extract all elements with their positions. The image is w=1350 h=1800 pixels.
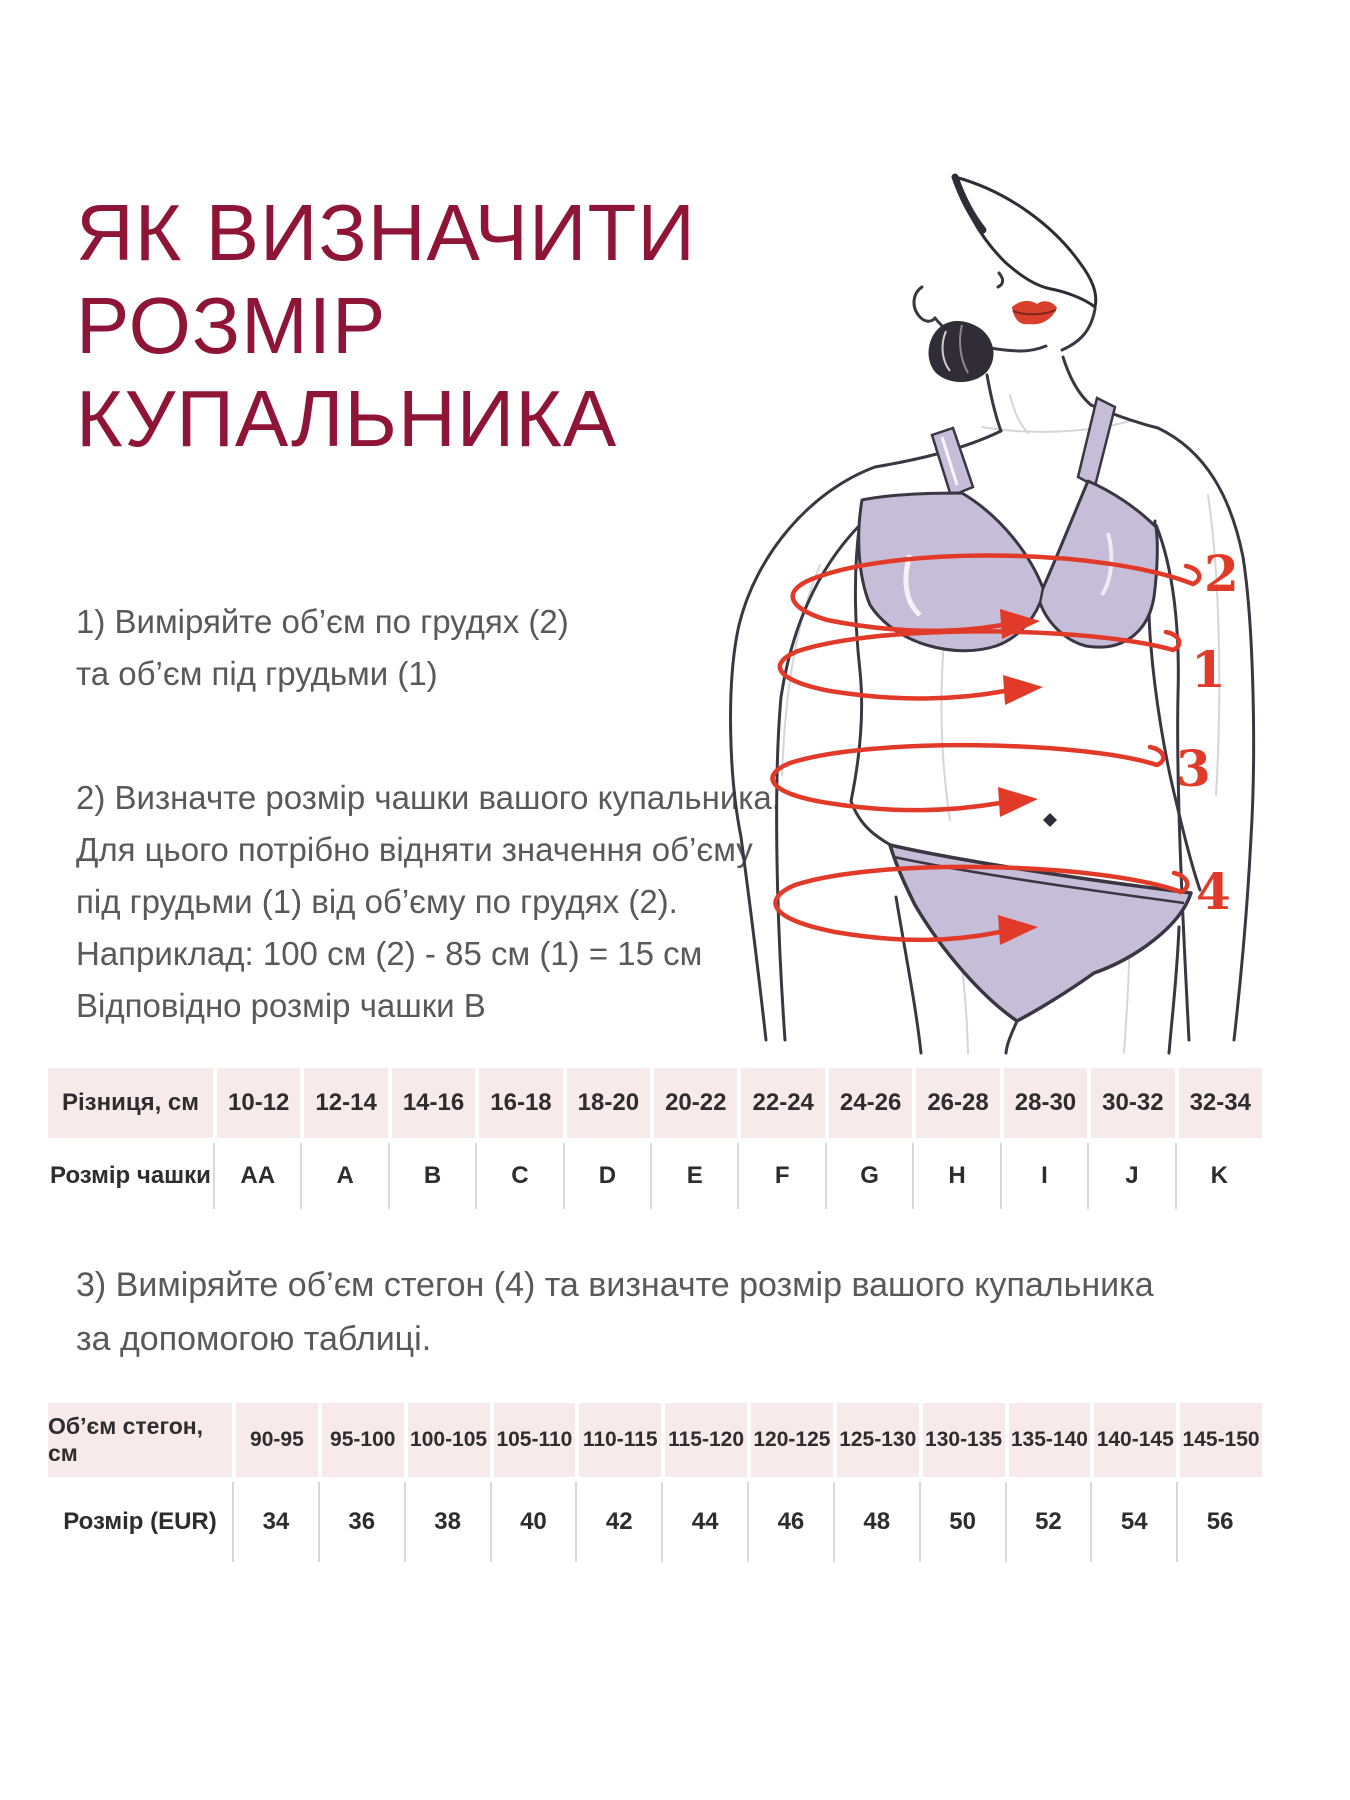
step3-line-2: за допомогою таблиці. (76, 1320, 432, 1358)
table-cell: 26-28 (912, 1068, 999, 1138)
inner-leg (1006, 1021, 1017, 1053)
table-cell: AA (213, 1143, 300, 1209)
arrow-hips (998, 915, 1038, 945)
step1-line-2: та об’єм під грудьми (1) (76, 655, 438, 692)
table-cell: G (825, 1143, 912, 1209)
bra-strap-right (1078, 398, 1115, 486)
measure-line-underbust (780, 631, 1179, 698)
woman-measurement-illustration (710, 135, 1270, 1055)
table-cell: D (563, 1143, 650, 1209)
step2-line-1: 2) Визначте розмір чашки вашого купальника. (76, 779, 781, 816)
title-line-2: РОЗМІР (76, 281, 387, 370)
table-cell: C (475, 1143, 562, 1209)
table-cell: 110-115 (575, 1403, 661, 1477)
table-cell: A (300, 1143, 387, 1209)
step3-text (76, 1258, 1154, 1366)
table-cell: I (1000, 1143, 1087, 1209)
table-cell: 32-34 (1175, 1068, 1262, 1138)
step2-text (76, 772, 781, 928)
table-cell: 18-20 (563, 1068, 650, 1138)
measure-label-underbust: 1 (1191, 640, 1226, 699)
cup-table-header-row (48, 1068, 1262, 1138)
step2-line-3: під грудьми (1) від об’єму по грудях (2). (76, 883, 678, 920)
face (914, 273, 1095, 351)
measure-label-hips: 4 (1196, 862, 1231, 921)
skin-shading (782, 395, 1219, 1053)
hair-bun (929, 321, 994, 382)
measurement-arrows (998, 609, 1043, 945)
table-cell: 36 (318, 1482, 404, 1562)
table-cell: 140-145 (1090, 1403, 1176, 1477)
table-cell: 95-100 (318, 1403, 404, 1477)
table-cell: 42 (575, 1482, 661, 1562)
table-cell: E (650, 1143, 737, 1209)
bra-strap-left (932, 428, 973, 496)
table-cell: 10-12 (213, 1068, 300, 1138)
measurement-lines (772, 556, 1199, 940)
row-label-eur-size: Розмір (EUR) (48, 1482, 232, 1562)
measure-line-hips (775, 867, 1187, 940)
example-text (76, 928, 702, 1032)
measure-label-waist: 3 (1176, 739, 1211, 798)
table-cell: J (1087, 1143, 1174, 1209)
thigh-left (896, 897, 921, 1053)
table-cell: 145-150 (1176, 1403, 1262, 1477)
hair-tip-accent (955, 177, 983, 230)
table-cell: 16-18 (475, 1068, 562, 1138)
arm-left-inner (777, 527, 858, 1040)
torso-left (851, 521, 894, 847)
table-cell: 105-110 (490, 1403, 576, 1477)
title-line-3: КУПАЛЬНИКА (76, 374, 618, 463)
title-line-1: ЯК ВИЗНАЧИТИ (76, 188, 696, 277)
lips (1012, 301, 1057, 325)
nose (998, 273, 1003, 287)
arm-right-inner (1156, 525, 1189, 1040)
table-cell: K (1175, 1143, 1262, 1209)
measurement-labels (1176, 544, 1239, 921)
arrow-waist (998, 787, 1038, 817)
table-cell: 90-95 (232, 1403, 318, 1477)
eur-size-table (48, 1403, 1262, 1562)
thigh-right (1169, 927, 1179, 1053)
table-cell: 125-130 (833, 1403, 919, 1477)
table-cell: 22-24 (737, 1068, 824, 1138)
table-cell: 100-105 (404, 1403, 490, 1477)
step3-line-1: 3) Виміряйте об’єм стегон (4) та визначте розмір вашого купальника (76, 1266, 1154, 1304)
torso-right (1149, 521, 1200, 890)
table-cell: 38 (404, 1482, 490, 1562)
figure-illustration (710, 135, 1270, 1055)
cup-table-data-row (48, 1143, 1262, 1209)
table-cell: H (912, 1143, 999, 1209)
shoulder-right (1091, 405, 1158, 428)
arm-right-outer (1158, 428, 1254, 1040)
table-cell: 52 (1005, 1482, 1091, 1562)
table-cell: B (388, 1143, 475, 1209)
table-cell: 12-14 (300, 1068, 387, 1138)
table-cell: 44 (661, 1482, 747, 1562)
face-right-edge (1062, 309, 1095, 350)
step1-text (76, 596, 569, 700)
bikini-bottom (890, 845, 1191, 1021)
table-cell: 50 (919, 1482, 1005, 1562)
bra-gore (1040, 588, 1043, 603)
navel (1043, 813, 1057, 827)
hair (929, 177, 1096, 382)
eur-table-data-row (48, 1482, 1262, 1562)
neck-left (987, 375, 1001, 431)
bikini-waistband (894, 857, 1184, 903)
page-title (76, 186, 696, 465)
table-cell: 46 (747, 1482, 833, 1562)
example-line-2: Відповідно розмір чашки B (76, 987, 486, 1024)
table-cell: 30-32 (1087, 1068, 1174, 1138)
example-line-1: Наприклад: 100 см (2) - 85 см (1) = 15 см (76, 935, 703, 972)
table-cell: 54 (1090, 1482, 1176, 1562)
table-cell: 40 (490, 1482, 576, 1562)
body-outline (731, 357, 1254, 1053)
table-cell: 34 (232, 1482, 318, 1562)
step1-line-1: 1) Виміряйте об’єм по грудях (2) (76, 603, 569, 640)
ear (914, 287, 935, 321)
step2-line-2: Для цього потрібно відняти значення об’єму (76, 831, 753, 868)
table-cell: 20-22 (650, 1068, 737, 1138)
neck-right (1063, 357, 1091, 405)
eur-table-header-row (48, 1403, 1262, 1477)
table-cell: 120-125 (747, 1403, 833, 1477)
table-cell: 135-140 (1005, 1403, 1091, 1477)
arrow-underbust (1003, 675, 1043, 705)
swimsuit (859, 398, 1191, 1021)
hair-swoosh (955, 177, 1096, 307)
table-cell: 48 (833, 1482, 919, 1562)
bra (859, 481, 1158, 651)
arrow-bust (1000, 609, 1040, 639)
cup-size-table (48, 1068, 1262, 1209)
table-cell: 115-120 (661, 1403, 747, 1477)
row-label-difference: Різниця, см (48, 1068, 213, 1138)
arm-left-outer (731, 467, 875, 1040)
table-cell: 14-16 (388, 1068, 475, 1138)
jaw-line (935, 318, 1046, 351)
measure-line-bust (793, 556, 1200, 631)
table-cell: 130-135 (919, 1403, 1005, 1477)
shoulder-left (875, 431, 1001, 467)
row-label-hip-volume: Об’єм стегон, см (48, 1403, 232, 1477)
table-cell: 28-30 (1000, 1068, 1087, 1138)
row-label-cup-size: Розмір чашки (48, 1143, 213, 1209)
table-cell: 56 (1176, 1482, 1262, 1562)
measure-line-waist (772, 745, 1163, 810)
measure-label-bust: 2 (1204, 544, 1239, 603)
table-cell: F (737, 1143, 824, 1209)
table-cell: 24-26 (825, 1068, 912, 1138)
